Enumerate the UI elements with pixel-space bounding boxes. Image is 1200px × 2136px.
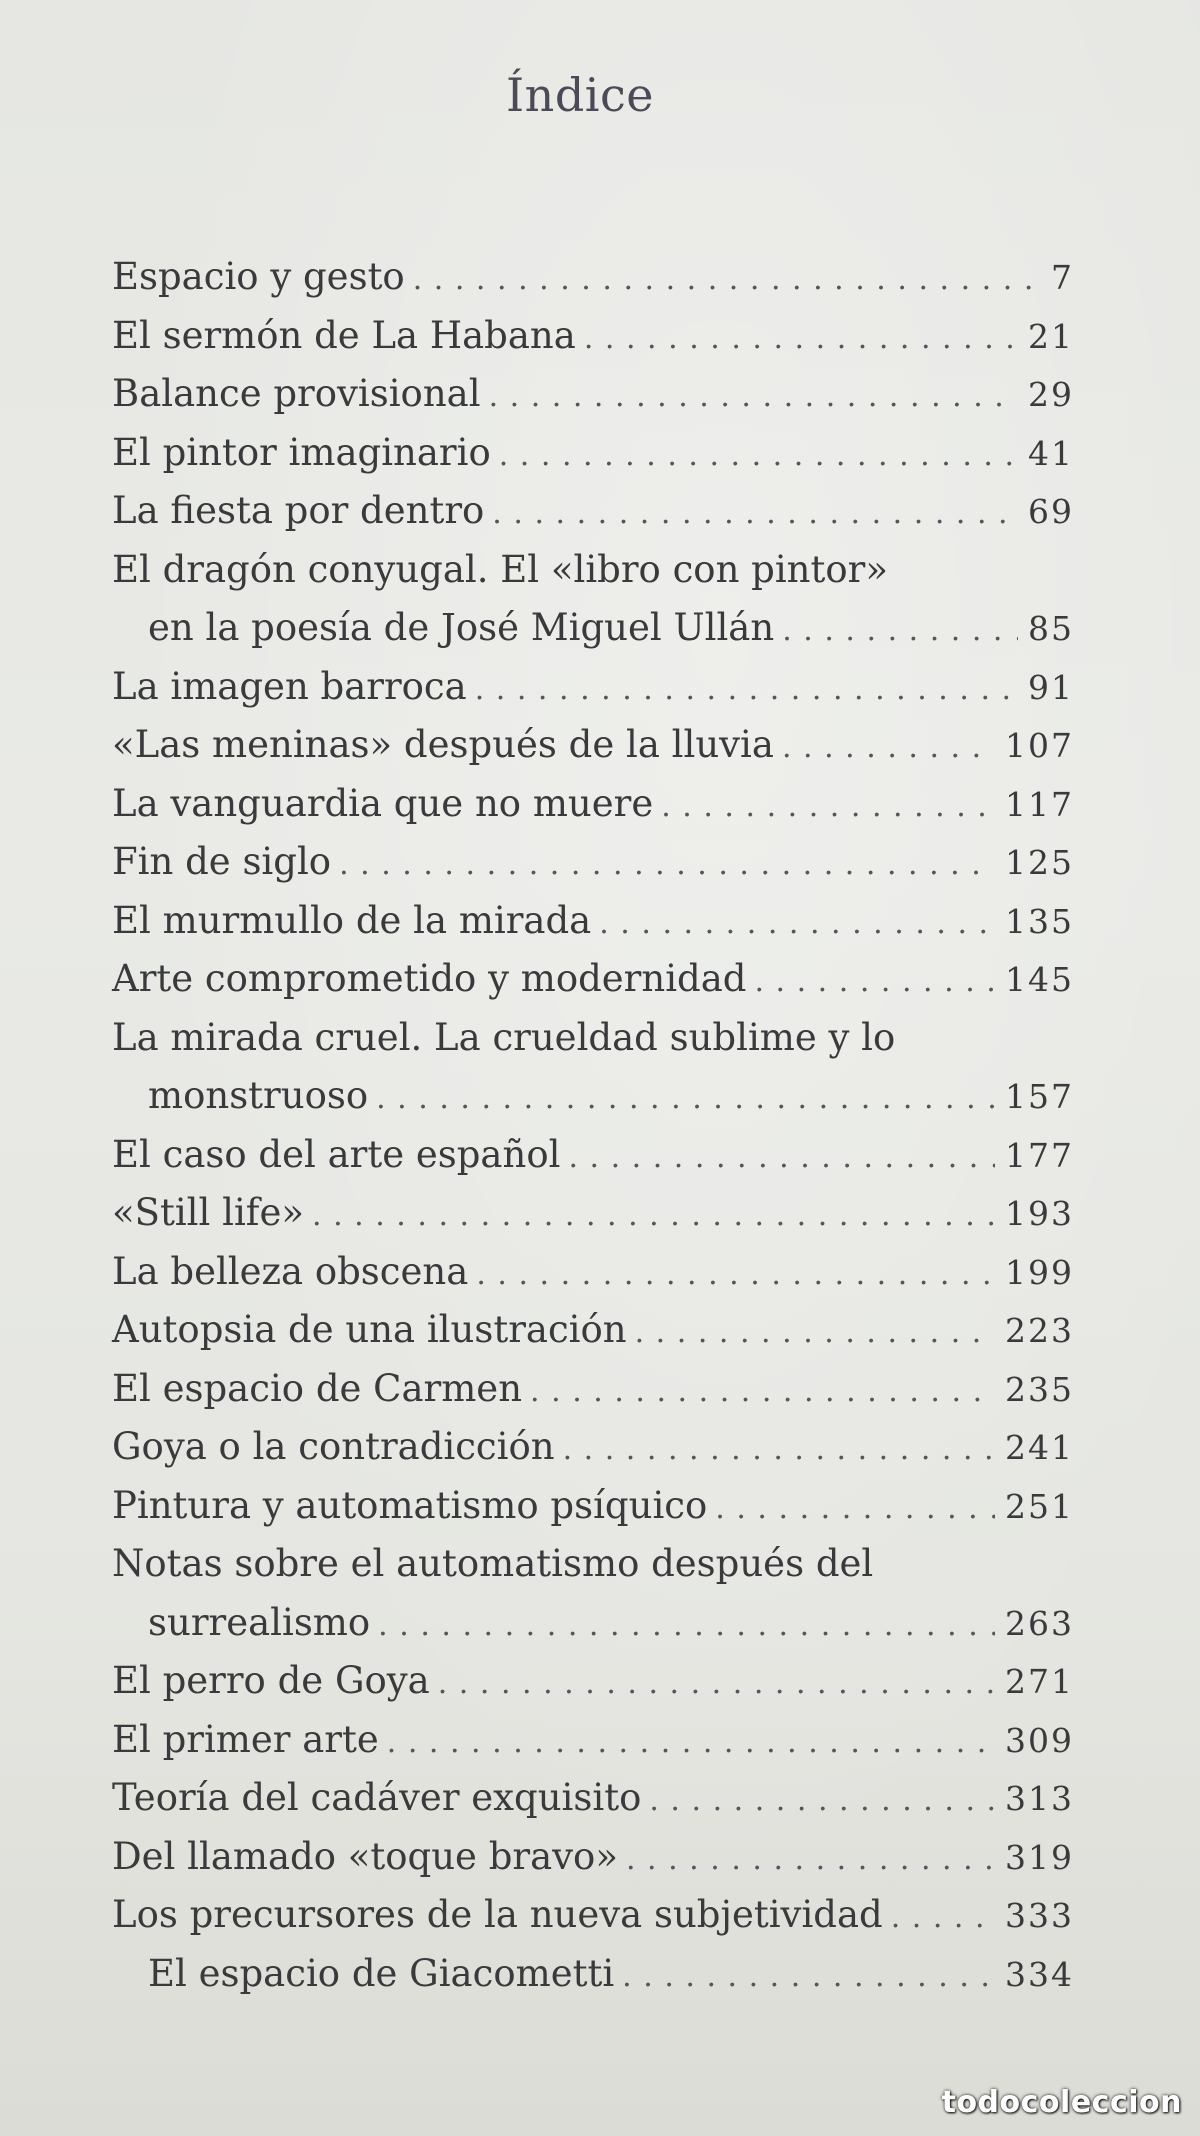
toc-entry-title: El dragón conyugal. El «libro con pintor» <box>112 547 888 591</box>
page-number: 91 <box>1028 667 1074 707</box>
dot-leader <box>782 602 1018 661</box>
toc-entry-title: monstruoso <box>148 1074 369 1117</box>
toc-entry-line <box>112 1009 1074 1068</box>
toc-entry-title: El primer arte <box>112 1717 379 1761</box>
toc-entry-line <box>112 1711 1074 1770</box>
toc-entry <box>112 1301 1074 1360</box>
page-number: 271 <box>1005 1662 1074 1701</box>
toc-entry-continuation <box>112 599 1074 658</box>
page-number: 177 <box>1005 1135 1074 1175</box>
toc-entry-title: «Las meninas» después de la lluvia <box>112 723 774 766</box>
toc-entry-line <box>112 1126 1074 1185</box>
toc-entry <box>112 1418 1074 1477</box>
toc-entry-title: Arte comprometido y modernidad <box>112 957 747 1000</box>
toc-entry-title: La imagen barroca <box>112 664 467 708</box>
toc-entry <box>112 1477 1074 1536</box>
toc-entry <box>112 1945 1074 2004</box>
toc-entry-title: surrealismo <box>148 1600 371 1644</box>
dot-leader <box>584 310 1018 369</box>
toc-entry-title: Pintura y automatismo psíquico <box>112 1483 708 1527</box>
toc-entry-line <box>112 307 1074 366</box>
toc-entry-title: El perro de Goya <box>112 1659 430 1702</box>
page-number: 263 <box>1005 1603 1074 1643</box>
toc-entry-title: El caso del arte español <box>112 1132 561 1176</box>
dot-leader <box>891 1889 995 1948</box>
toc-entry-line <box>112 892 1074 951</box>
toc-entry <box>112 833 1074 892</box>
watermark: todocoleccion <box>941 2085 1182 2120</box>
page-number: 193 <box>1005 1194 1074 1233</box>
page-number: 117 <box>1005 784 1074 824</box>
toc-entry-line <box>112 482 1074 541</box>
toc-entry <box>112 658 1074 717</box>
page-number: 107 <box>1005 726 1074 765</box>
toc-entry <box>112 424 1074 483</box>
toc-entry-line <box>112 658 1074 717</box>
dot-leader <box>599 895 995 954</box>
dot-leader <box>492 485 1018 544</box>
dot-leader <box>622 1948 995 2007</box>
dot-leader <box>489 368 1018 427</box>
dot-leader <box>715 1480 995 1539</box>
toc-entry-title: El murmullo de la mirada <box>112 898 592 942</box>
page-number: 333 <box>1005 1896 1074 1935</box>
page-number: 223 <box>1005 1311 1074 1350</box>
dot-leader <box>649 1772 995 1831</box>
toc-entry-title: Teoría del cadáver exquisito <box>112 1776 642 1819</box>
toc-entry <box>112 716 1074 775</box>
toc-entry-title: La belleza obscena <box>112 1249 469 1293</box>
dot-leader <box>312 1187 995 1246</box>
toc-entry-title: Goya o la contradicción <box>112 1425 555 1468</box>
toc-entry-title: El espacio de Carmen <box>112 1366 523 1410</box>
toc-entry-line <box>112 248 1074 307</box>
toc-entry-title: El pintor imaginario <box>112 430 491 474</box>
toc-entry-line <box>112 950 1074 1009</box>
page-number: 313 <box>1005 1779 1074 1818</box>
page-number: 251 <box>1005 1486 1074 1526</box>
toc-entry <box>112 1711 1074 1770</box>
toc-entry-title: Balance provisional <box>112 372 481 415</box>
dot-leader <box>499 427 1018 486</box>
toc-entry-line <box>112 1945 1074 2004</box>
dot-leader <box>476 1246 995 1305</box>
toc-entry <box>112 1360 1074 1419</box>
dot-leader <box>339 836 995 895</box>
page-number: 21 <box>1028 316 1074 356</box>
toc-entry-line <box>112 1418 1074 1477</box>
toc-entry-title: Los precursores de la nueva subjetividad <box>112 1893 883 1936</box>
dot-leader <box>475 661 1018 720</box>
toc-entry-line <box>112 1477 1074 1536</box>
toc-entry-line <box>112 833 1074 892</box>
dot-leader <box>661 778 995 837</box>
toc-entry-title: Fin de siglo <box>112 840 332 883</box>
dot-leader <box>568 1129 995 1188</box>
page-number: 157 <box>1005 1077 1074 1116</box>
toc-entry-line <box>112 1652 1074 1711</box>
page-number: 69 <box>1028 492 1074 531</box>
toc-entry <box>112 1652 1074 1711</box>
dot-leader <box>387 1714 995 1773</box>
toc-entry-continuation <box>112 1067 1074 1126</box>
dot-leader <box>378 1597 995 1656</box>
dot-leader <box>563 1421 995 1480</box>
page-number: 29 <box>1028 375 1074 414</box>
toc-entry <box>112 248 1074 307</box>
page-title: Índice <box>506 68 654 122</box>
toc-entry-line <box>112 775 1074 834</box>
toc-entry <box>112 1886 1074 1945</box>
toc-entry-title: La fiesta por dentro <box>112 489 485 532</box>
page-number: 309 <box>1005 1720 1074 1760</box>
toc-entry-title: Del llamado «toque bravo» <box>112 1834 618 1878</box>
toc-entry <box>112 1243 1074 1302</box>
toc-entry-line <box>112 1243 1074 1302</box>
toc-entry <box>112 775 1074 834</box>
dot-leader <box>635 1304 995 1363</box>
toc-entry <box>112 950 1074 1009</box>
toc-entry <box>112 1769 1074 1828</box>
toc-entry <box>112 365 1074 424</box>
toc-entry-title: «Still life» <box>112 1191 305 1234</box>
toc-entry-line <box>112 1301 1074 1360</box>
page-number: 235 <box>1005 1369 1074 1409</box>
table-of-contents <box>112 248 1074 2003</box>
toc-entry-line <box>112 424 1074 483</box>
page-number: 135 <box>1005 901 1074 941</box>
toc-entry-line <box>112 716 1074 775</box>
dot-leader <box>438 1655 995 1714</box>
toc-entry-title: Notas sobre el automatismo después del <box>112 1542 874 1585</box>
toc-entry <box>112 892 1074 951</box>
page-number: 334 <box>1005 1954 1074 1994</box>
dot-leader <box>626 1831 995 1890</box>
toc-entry-line <box>112 1828 1074 1887</box>
toc-entry-title: El sermón de La Habana <box>112 313 576 357</box>
toc-entry-line <box>112 365 1074 424</box>
toc-entry <box>112 1126 1074 1185</box>
toc-entry <box>112 541 1074 658</box>
toc-entry-title: Autopsia de una ilustración <box>112 1308 627 1351</box>
toc-entry-line <box>112 1184 1074 1243</box>
toc-entry-title: Espacio y gesto <box>112 255 405 298</box>
toc-entry-title: El espacio de Giacometti <box>148 1951 615 1995</box>
toc-entry-line <box>112 1769 1074 1828</box>
toc-entry-title: en la poesía de José Miguel Ullán <box>148 606 775 649</box>
toc-entry-line <box>112 541 1074 600</box>
toc-entry-line <box>112 1886 1074 1945</box>
page-number: 7 <box>1051 258 1074 297</box>
toc-entry-title: La vanguardia que no muere <box>112 781 654 825</box>
toc-entry-line <box>112 1535 1074 1594</box>
page-number: 145 <box>1005 960 1074 999</box>
dot-leader <box>754 953 995 1012</box>
toc-entry-continuation <box>112 1594 1074 1653</box>
toc-entry <box>112 1535 1074 1652</box>
toc-entry <box>112 307 1074 366</box>
toc-entry-title: La mirada cruel. La crueldad sublime y lo <box>112 1015 896 1059</box>
page-number: 125 <box>1005 843 1074 882</box>
dot-leader <box>530 1363 995 1422</box>
dot-leader <box>782 719 995 778</box>
page-number: 241 <box>1005 1428 1074 1467</box>
dot-leader <box>376 1070 995 1129</box>
page-number: 85 <box>1028 609 1074 648</box>
page-number: 199 <box>1005 1252 1074 1292</box>
toc-entry-line <box>112 1360 1074 1419</box>
toc-entry <box>112 1828 1074 1887</box>
toc-entry <box>112 1184 1074 1243</box>
toc-entry <box>112 1009 1074 1126</box>
page-number: 319 <box>1005 1837 1074 1877</box>
page-number: 41 <box>1028 433 1074 473</box>
dot-leader <box>413 251 1041 310</box>
toc-entry <box>112 482 1074 541</box>
